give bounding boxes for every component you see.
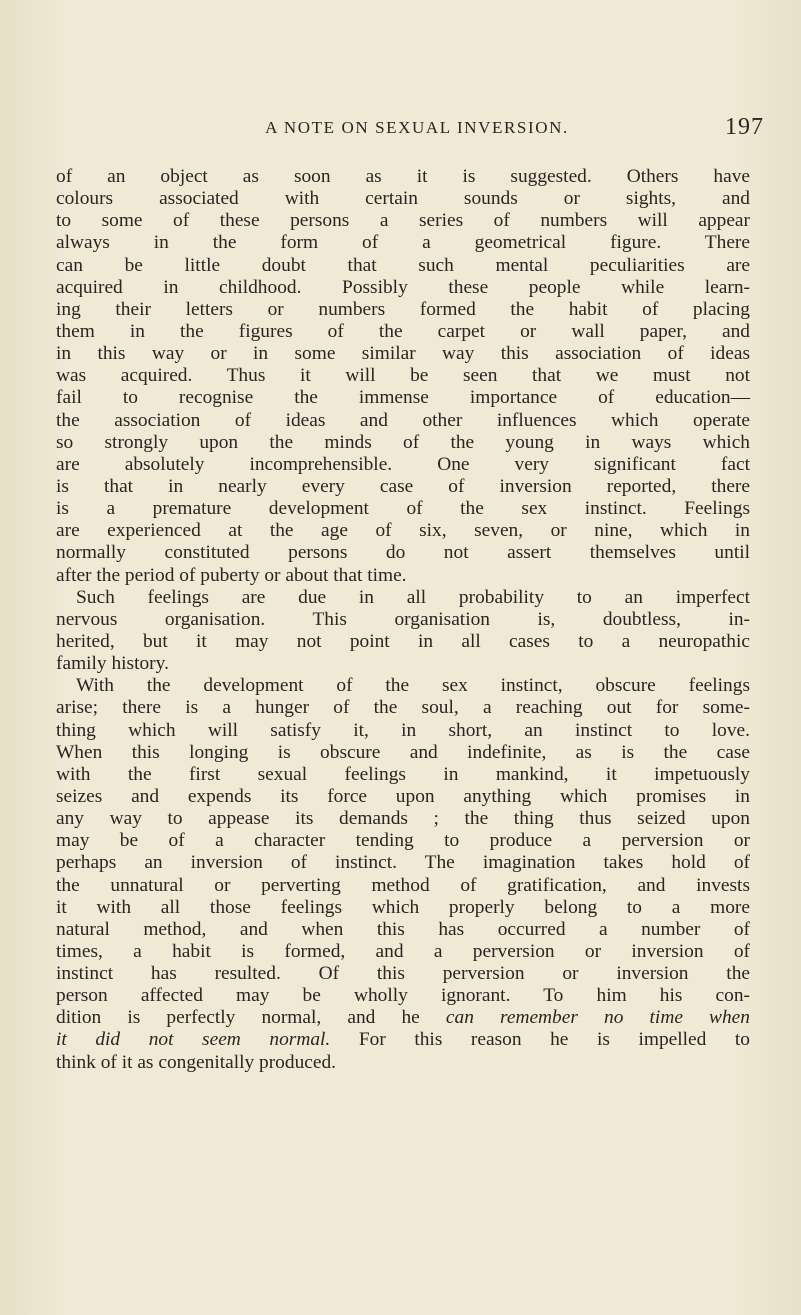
- text-line: any way to appease its demands ; the thing thus seized upon: [56, 808, 750, 830]
- text-line: is that in nearly every case of inversion reported, there: [56, 475, 750, 497]
- text-line: it with all those feelings which properly belong to a more: [56, 896, 750, 918]
- text-line: can be little doubt that such mental peculiarities are: [56, 254, 750, 276]
- text-line: nervous organisation. This organisation is, doubtless, in-: [56, 608, 750, 630]
- running-title: A NOTE ON SEXUAL INVERSION.: [265, 118, 569, 137]
- running-head: [70, 114, 764, 146]
- paragraph-end-line: family history.: [56, 653, 169, 675]
- text-line: times, a habit is formed, and a perversion or inversion of: [56, 940, 750, 962]
- text-line: normally constituted persons do not assert themselves until: [56, 542, 750, 564]
- body-text: [56, 166, 750, 1074]
- text-line: arise; there is a hunger of the soul, a reaching out for some-: [56, 697, 750, 719]
- text-fragment: dition is perfectly normal, and he: [56, 1007, 446, 1029]
- text-line: seizes and expends its force upon anything which promises in: [56, 785, 750, 807]
- text-line: with the first sexual feelings in mankind, it impetuously: [56, 763, 750, 785]
- text-line: colours associated with certain sounds or sights, and: [56, 188, 750, 210]
- text-line: is a premature development of the sex instinct. Feelings: [56, 498, 750, 520]
- text-line: the unnatural or perverting method of gratification, and invests: [56, 874, 750, 896]
- text-line: When this longing is obscure and indefinite, as is the case: [56, 741, 750, 763]
- paragraph-end-line: think of it as congenitally produced.: [56, 1051, 337, 1073]
- text-line: fail to recognise the immense importance of education—: [56, 387, 750, 409]
- paragraph-start-line: With the development of the sex instinct, obscure feelings: [76, 675, 750, 697]
- italic-text: it did not seem normal.: [56, 1029, 331, 1051]
- text-line: [56, 1029, 750, 1051]
- text-line: natural method, and when this has occurred a number of: [56, 918, 750, 940]
- text-line: of an object as soon as it is suggested. Others have: [56, 166, 750, 187]
- text-line: thing which will satisfy it, in short, an instinct to love.: [56, 719, 750, 741]
- paragraph-end-line: after the period of puberty or about that time.: [56, 564, 407, 586]
- text-line: are absolutely incomprehensible. One very significant fact: [56, 453, 750, 475]
- text-line: ing their letters or numbers formed the habit of placing: [56, 298, 750, 320]
- text-line: was acquired. Thus it will be seen that we must not: [56, 365, 750, 387]
- italic-text: can remember no time when: [445, 1007, 750, 1029]
- text-line: person affected may be wholly ignorant. To him his con-: [56, 985, 750, 1007]
- text-line: them in the figures of the carpet or wall paper, and: [56, 320, 750, 342]
- text-line: in this way or in some similar way this association of ideas: [56, 343, 750, 365]
- text-line: always in the form of a geometrical figure. There: [56, 232, 750, 254]
- text-line: perhaps an inversion of instinct. The imagination takes hold of: [56, 852, 750, 874]
- paragraph-start-line: Such feelings are due in all probability to an imperfect: [76, 586, 750, 608]
- text-line: [56, 1007, 750, 1029]
- text-line: to some of these persons a series of numbers will appear: [56, 210, 750, 232]
- text-line: acquired in childhood. Possibly these people while learn-: [56, 276, 750, 298]
- text-fragment: For this reason he is impelled to: [330, 1029, 750, 1051]
- text-line: are experienced at the age of six, seven, or nine, which in: [56, 520, 750, 542]
- text-line: so strongly upon the minds of the young in ways which: [56, 431, 750, 453]
- text-line: may be of a character tending to produce a perversion or: [56, 830, 750, 852]
- text-line: the association of ideas and other influences which operate: [56, 409, 750, 431]
- page-number: 197: [725, 114, 764, 140]
- text-line: instinct has resulted. Of this perversion or inversion the: [56, 963, 750, 985]
- text-line: herited, but it may not point in all cases to a neuropathic: [56, 630, 750, 652]
